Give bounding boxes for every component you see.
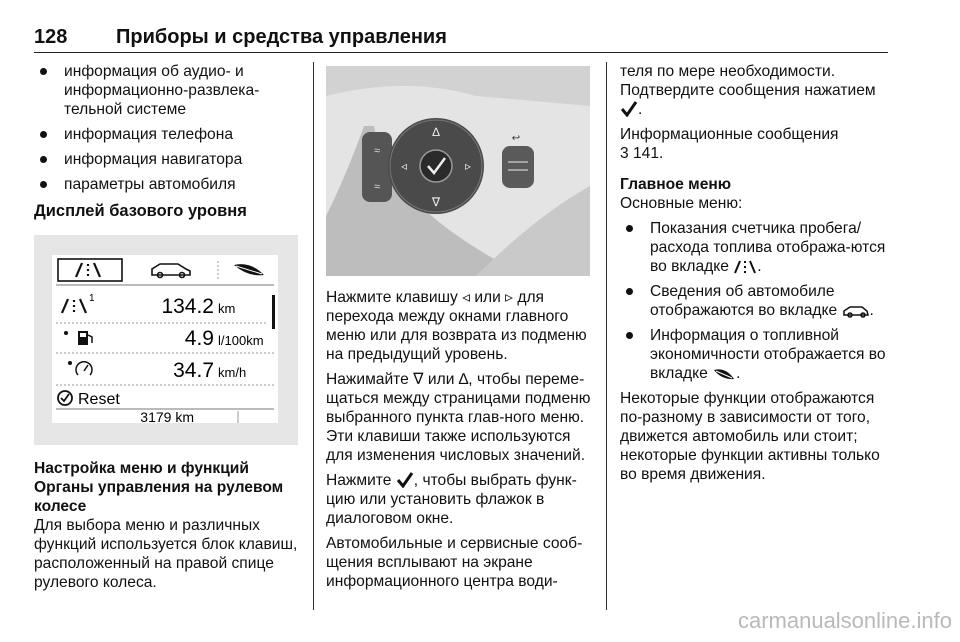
- list-item: Показания счетчика пробега/ расхода топлива отобража-ются во вкладке .: [620, 219, 890, 276]
- svg-text:≈: ≈: [373, 181, 381, 193]
- eco-leaf-tab-icon: [712, 367, 736, 381]
- watermark: carmanualsonline.info: [737, 608, 952, 633]
- paragraph-functions-note: Некоторые функции отображаются по-разному в зависимости от того, движется автомобиль или стоит; некоторые функции активны только во время движения.: [620, 390, 880, 483]
- paragraph-info-messages: Информационные сообщения 3 141.: [620, 126, 839, 162]
- down-button-icon: ∇: [431, 195, 441, 209]
- trip-tab-icon: [733, 260, 757, 274]
- subheading-menu-settings: Настройка меню и функций: [34, 460, 249, 477]
- page-number: 128: [34, 26, 68, 48]
- column-1: [34, 62, 298, 598]
- paragraph-left-right-keys: Нажмите клавишу ◃ или ▹ для перехода между окнами главного меню или для возврата из подменю на предыдущий уровень.: [326, 289, 587, 363]
- section-heading-display: Дисплей базового уровня: [34, 202, 247, 220]
- instrument-display-illustration: [34, 235, 298, 445]
- main-menu-intro: Основные меню:: [620, 195, 743, 212]
- page-header: [34, 22, 888, 53]
- reset-label: Reset: [78, 391, 120, 408]
- list-item: информация телефона: [34, 125, 298, 144]
- svg-text:↩: ↩: [511, 133, 521, 144]
- odometer-unit: km: [218, 301, 236, 316]
- steering-wheel-illustration: [326, 66, 590, 276]
- right-control-block: [502, 146, 534, 188]
- checkmark-icon: [396, 471, 414, 488]
- paragraph-ok-key: Нажмите , чтобы выбрать функ-цию или установить флажок в диалоговом окне.: [326, 472, 577, 527]
- consumption-unit: l/100km: [218, 333, 264, 348]
- right-button-icon: ▹: [464, 159, 472, 173]
- checkmark-icon: [620, 100, 638, 117]
- subheading-steering-controls: Органы управления на рулевом колесе: [34, 479, 284, 515]
- list-item: информация об аудио- и информационно-развлека-тельной системе: [34, 62, 298, 119]
- paragraph-messages: Автомобильные и сервисные сооб-щения всплывают на экране информационного центра води-: [326, 535, 583, 590]
- page-title: Приборы и средства управления: [116, 26, 447, 48]
- heading-main-menu: Главное меню: [620, 176, 732, 193]
- svg-text:≈: ≈: [373, 145, 381, 157]
- odometer-value: 134.2: [161, 295, 214, 318]
- average-speed-unit: km/h: [218, 365, 247, 380]
- up-button-icon: ∆: [432, 125, 440, 139]
- paragraph-up-down-keys: Нажимайте ∇ или ∆, чтобы переме-щаться между страницами подменю выбранного пункта глав-ного меню. Эти клавиши также используются для изменения числовых значений.: [326, 371, 591, 464]
- column-2: [326, 62, 594, 597]
- page-reference-link[interactable]: 3 141.: [620, 145, 664, 162]
- consumption-value: 4.9: [184, 327, 214, 350]
- list-item: Информация о топливной экономичности отображается во вкладке .: [620, 326, 890, 383]
- list-item: параметры автомобиля: [34, 175, 298, 194]
- list-item: информация навигатора: [34, 150, 298, 169]
- left-button-icon: ◃: [400, 159, 408, 173]
- column-divider-left: [313, 62, 314, 610]
- average-speed-value: 34.7: [173, 359, 214, 382]
- list-item: Сведения об автомобиле отображаются во вкладке .: [620, 282, 890, 320]
- paragraph-confirm: теля по мере необходимости. Подтвердите сообщения нажатием .: [620, 63, 876, 118]
- info-bullet-list: [34, 62, 298, 194]
- column-3: [620, 62, 890, 490]
- total-odometer: 3179 km: [140, 409, 194, 425]
- car-tab-icon: [842, 304, 870, 318]
- main-menu-list: [620, 219, 890, 383]
- column-divider-right: [606, 62, 607, 610]
- scrollbar: [272, 295, 275, 329]
- ok-button: [420, 150, 452, 182]
- trip-index: 1: [89, 293, 95, 304]
- paragraph-controls: Для выбора меню и различных функций используется блок клавиш, расположенный на правой спице рулевого колеса.: [34, 517, 298, 591]
